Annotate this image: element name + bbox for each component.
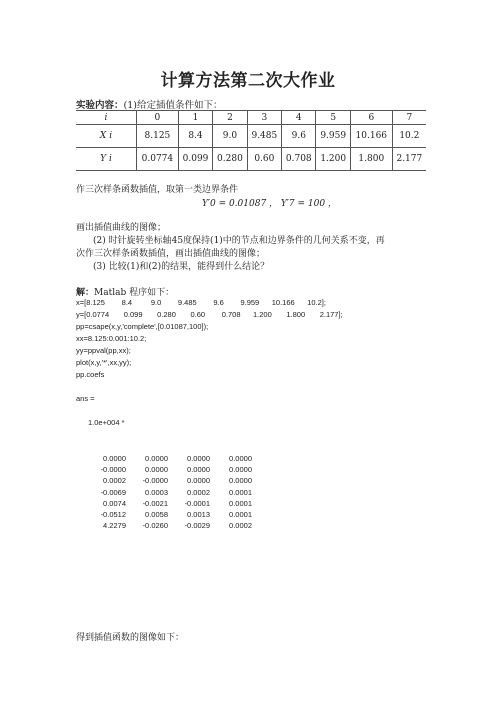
matrix-cell: 0.0013 (187, 509, 210, 519)
matrix-cell: -0.0260 (142, 521, 168, 531)
page-title: 计算方法第二次大作业 (160, 71, 336, 91)
table-cell: Y i (76, 148, 137, 171)
table-cell: 4 (282, 111, 316, 125)
table-cell: 0.280 (213, 148, 247, 171)
matrix-cell: 0.0000 (187, 454, 210, 463)
matrix-cell: -0.0029 (184, 521, 210, 531)
ans-scale: 1.0e+004 * (88, 418, 125, 427)
table-cell: 2.177 (392, 148, 426, 171)
table-cell: 10.166 (350, 125, 392, 148)
ans-label: ans = (76, 394, 95, 403)
table-cell: 1.800 (350, 148, 392, 171)
code-line: yy=ppval(pp,xx); (76, 346, 131, 355)
table-cell: X i (76, 125, 137, 148)
interpolation-table (76, 110, 426, 171)
code-line: x=[8.125 8.4 9.0 9.485 9.6 9.959 10.166 10.2]; (76, 298, 326, 307)
matrix-cell: 0.0000 (229, 465, 252, 475)
table-cell: 0.708 (282, 148, 316, 171)
matrix-cell: -0.0512 (100, 509, 126, 519)
table-header-row (76, 111, 426, 125)
table-cell: 1 (178, 111, 212, 125)
solution-label: 解： (76, 288, 95, 298)
matrix-cell: 0.0000 (229, 454, 252, 463)
table-cell: 0.099 (178, 148, 212, 171)
paragraph: 次作三次样条函数插值，画出插值曲线的图像； (76, 249, 266, 259)
paragraph: 作三次样条函数插值，取第一类边界条件 (76, 185, 239, 195)
code-line: pp.coefs (76, 370, 105, 379)
table-cell: 3 (247, 111, 281, 125)
paragraph: 画出插值曲线的图像； (76, 223, 167, 233)
table-cell: 5 (316, 111, 350, 125)
code-line: pp=csape(x,y,'complete',[0.01087,100]); (76, 322, 209, 331)
table-cell: 9.959 (316, 125, 350, 148)
matrix-cell: 0.0001 (229, 498, 252, 508)
matrix-cell: -0.0069 (100, 487, 126, 497)
matrix-cell: 0.0000 (187, 476, 210, 486)
table-cell: 10.2 (392, 125, 426, 148)
matrix-cell: -0.0021 (142, 498, 168, 508)
table-row (76, 125, 426, 148)
code-line: plot(x,y,'*',xx,yy); (76, 358, 132, 367)
boundary-formula: Y′0 = 0.01087 ， Y′7 = 100 ， (202, 199, 337, 209)
matrix-cell: 0.0058 (145, 509, 168, 519)
experiment-label: 实验内容： (76, 100, 124, 111)
table-cell: 6 (350, 111, 392, 125)
table-cell: 8.4 (178, 125, 212, 148)
table-cell: i (76, 111, 137, 125)
matrix-cell: 0.0002 (187, 487, 210, 497)
matrix-cell: 0.0001 (229, 509, 252, 519)
solution-heading (76, 285, 174, 298)
table-cell: 9.6 (282, 125, 316, 148)
experiment-text: (1)给定插值条件如下： (123, 100, 223, 111)
table-cell: 2 (213, 111, 247, 125)
matrix-cell: 0.0003 (145, 487, 168, 497)
table-cell: 0.0774 (137, 148, 179, 171)
table-cell: 1.200 (316, 148, 350, 171)
experiment-heading (76, 97, 222, 111)
table-cell: 0.60 (247, 148, 281, 171)
matrix-cell: 0.0000 (229, 476, 252, 486)
matrix-cell: 0.0000 (145, 454, 168, 463)
matrix-cell: -0.0000 (142, 476, 168, 486)
table-cell: 9.485 (247, 125, 281, 148)
matrix-cell: -0.0000 (100, 465, 126, 475)
table-cell: 0 (137, 111, 179, 125)
solution-text: Matlab 程序如下： (94, 288, 175, 298)
paragraph: (3) 比较(1)和(2)的结果，能得到什么结论？ (93, 262, 270, 272)
paragraph: (2) 时针旋转坐标轴45度保持(1)中的节点和边界条件的几何关系不变，再 (93, 236, 385, 246)
matrix-cell: 0.0000 (145, 465, 168, 475)
code-line: xx=8.125:0.001:10.2; (76, 334, 147, 343)
matrix-cell: -0.0001 (184, 498, 210, 508)
table-cell: 9.0 (213, 125, 247, 148)
matrix-cell: 4.2279 (103, 521, 126, 531)
matrix-cell: 0.0074 (103, 498, 126, 508)
table-cell: 8.125 (137, 125, 179, 148)
table-cell: 7 (392, 111, 426, 125)
paragraph: 得到插值函数的图像如下： (76, 633, 185, 643)
matrix-cell: 0.0000 (187, 465, 210, 475)
matrix-cell: 0.0002 (103, 476, 126, 486)
matrix-cell: 0.0001 (229, 487, 252, 497)
matrix-cell: 0.0002 (229, 521, 252, 531)
code-line: y=[0.0774 0.099 0.280 0.60 0.708 1.200 1.800 2.177]; (76, 310, 343, 319)
table-row (76, 148, 426, 171)
matrix-cell: 0.0000 (103, 454, 126, 463)
